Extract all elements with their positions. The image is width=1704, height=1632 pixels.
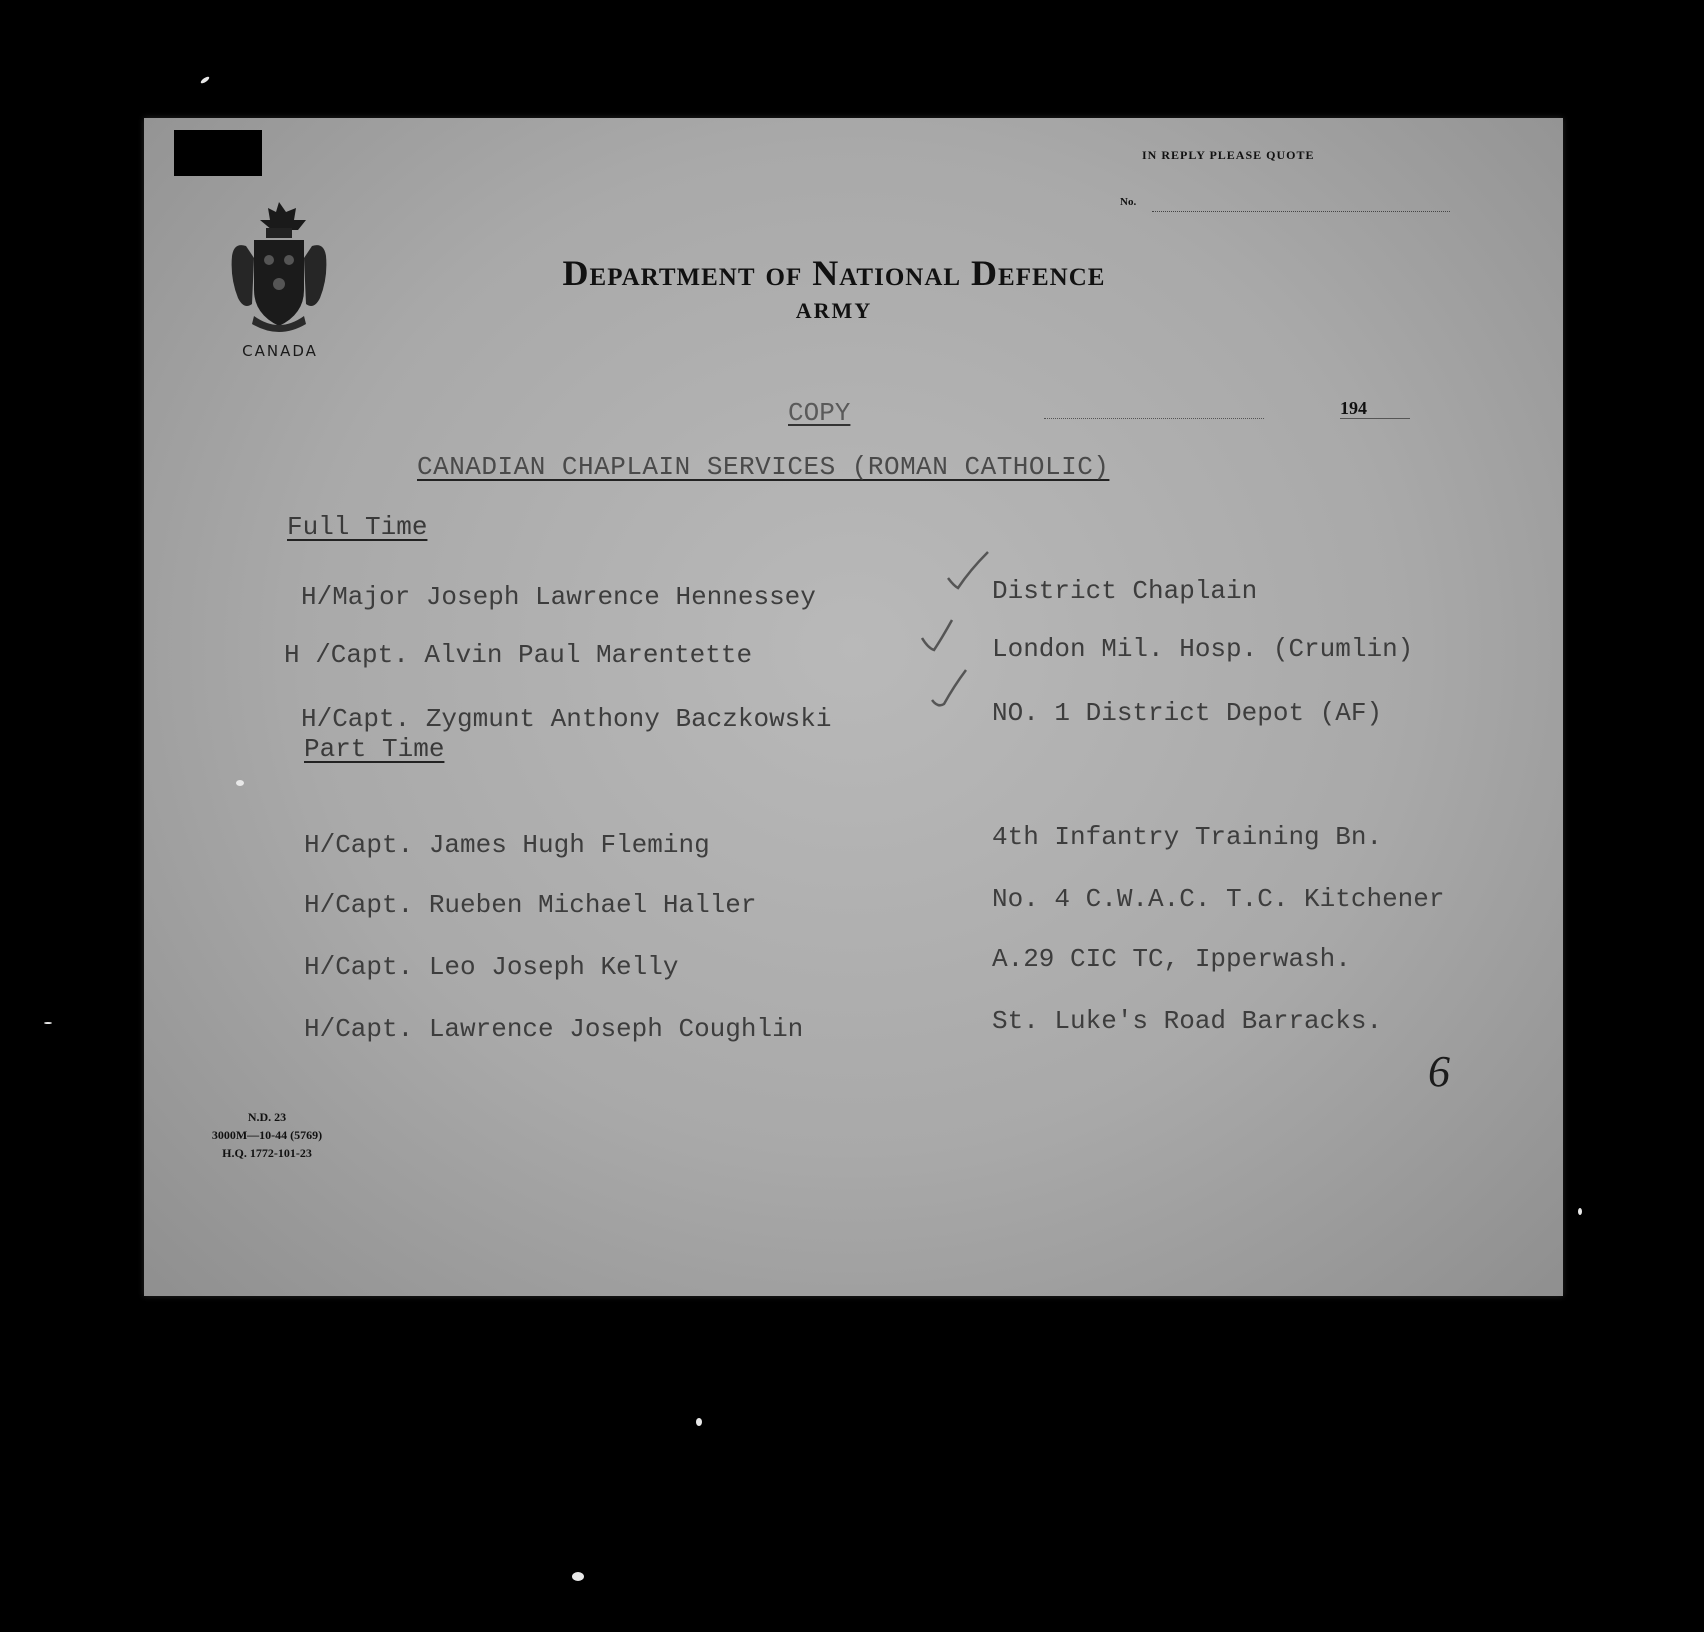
part-time-heading: Part Time xyxy=(304,734,445,764)
year-label: 194 xyxy=(1340,398,1367,418)
dust-speck xyxy=(1578,1208,1582,1215)
chaplain-posting: 4th Infantry Training Bn. xyxy=(992,822,1383,852)
chaplain-name: H/Capt. Zygmunt Anthony Baczkowski xyxy=(301,704,832,734)
reference-number-label: No. xyxy=(1120,196,1137,208)
reply-quote-label: IN REPLY PLEASE QUOTE xyxy=(1142,148,1315,162)
canada-coat-of-arms-icon xyxy=(224,198,334,338)
chaplain-posting: No. 4 C.W.A.C. T.C. Kitchener xyxy=(992,884,1445,914)
chaplain-name: H /Capt. Alvin Paul Marentette xyxy=(284,640,753,670)
date-line xyxy=(1044,418,1264,419)
chaplain-name: H/Capt. James Hugh Fleming xyxy=(304,830,710,860)
chaplain-posting: London Mil. Hosp. (Crumlin) xyxy=(992,634,1414,664)
chaplain-posting: St. Luke's Road Barracks. xyxy=(992,1006,1383,1036)
list-item xyxy=(301,582,816,612)
form-footer xyxy=(182,1108,352,1162)
chaplain-name: H/Capt. Leo Joseph Kelly xyxy=(304,952,679,982)
list-item xyxy=(992,884,1444,914)
dust-speck xyxy=(696,1418,702,1426)
reference-number-field xyxy=(1120,196,1450,216)
list-item xyxy=(992,1006,1382,1036)
chaplain-name: H/Capt. Lawrence Joseph Coughlin xyxy=(304,1014,804,1044)
document-sheet xyxy=(144,118,1563,1296)
form-number: N.D. 23 xyxy=(247,1110,287,1124)
reference-number-line xyxy=(1152,211,1450,212)
handwritten-page-number: 6 xyxy=(1428,1047,1450,1096)
list-item xyxy=(304,890,756,920)
list-item xyxy=(992,822,1382,852)
chaplain-name: H/Major Joseph Lawrence Hennessey xyxy=(301,582,816,612)
list-item xyxy=(301,704,832,734)
chaplain-posting: District Chaplain xyxy=(992,576,1258,606)
list-item xyxy=(992,698,1382,728)
department-title: Department of National Defence xyxy=(562,253,1106,293)
copy-label: COPY xyxy=(788,398,851,428)
full-time-heading: Full Time xyxy=(287,512,428,542)
check-mark-icon xyxy=(942,548,1002,598)
list-item xyxy=(284,640,752,670)
print-run: 3000M—10-44 (5769) xyxy=(211,1128,323,1142)
document-heading: CANADIAN CHAPLAIN SERVICES (ROMAN CATHOLIC) xyxy=(417,452,1110,482)
list-item xyxy=(992,634,1413,664)
check-mark-icon xyxy=(912,614,972,664)
chaplain-name: H/Capt. Rueben Michael Haller xyxy=(304,890,757,920)
canada-label: CANADA xyxy=(242,342,318,360)
dust-speck xyxy=(200,75,210,84)
list-item xyxy=(304,830,710,860)
chaplain-posting: NO. 1 District Depot (AF) xyxy=(992,698,1383,728)
branch-label: ARMY xyxy=(795,298,873,323)
dust-speck xyxy=(44,1022,52,1024)
list-item xyxy=(304,952,678,982)
chaplain-posting: A.29 CIC TC, Ipperwash. xyxy=(992,944,1351,974)
check-mark-icon xyxy=(928,664,988,714)
hq-reference: H.Q. 1772-101-23 xyxy=(222,1146,312,1160)
corner-tab xyxy=(174,130,262,176)
list-item xyxy=(992,944,1351,974)
year-line xyxy=(1340,418,1410,419)
dust-speck xyxy=(236,780,244,786)
list-item xyxy=(992,576,1257,606)
list-item xyxy=(304,1014,803,1044)
dust-speck xyxy=(572,1572,584,1581)
